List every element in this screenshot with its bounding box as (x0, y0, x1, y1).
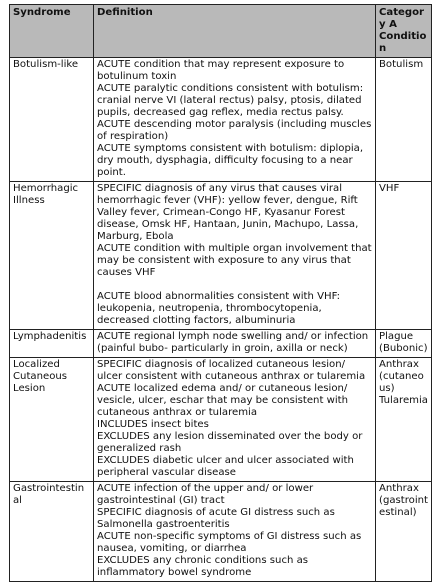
definition-line: ACUTE regional lymph node swelling and/ or infection (painful bubo- particularly in groin, axilla or neck) (97, 331, 369, 354)
syndrome-definition-table (9, 4, 432, 582)
definition-cell (94, 182, 376, 330)
condition-cell: Plague (Bubonic) (376, 330, 432, 358)
header-category-a-condition: Category A Condition (376, 5, 432, 58)
syndrome-cell: Gastrointestinal (10, 482, 94, 582)
syndrome-cell: Lymphadenitis (10, 330, 94, 358)
definition-line: ACUTE descending motor paralysis (including muscles of respiration) (97, 119, 372, 142)
definition-line: ACUTE condition with multiple organ involvement that may be consistent with exposure to any virus that causes VHF (97, 243, 372, 278)
condition-cell: Botulism (376, 58, 432, 182)
condition-cell: Anthrax (cutaneous) Tularemia (376, 358, 432, 482)
table-row (10, 58, 432, 182)
definition-cell (94, 58, 376, 182)
definition-line: SPECIFIC diagnosis of acute GI distress such as Salmonella gastroenteritis (97, 507, 335, 530)
condition-cell: Anthrax (gastrointestinal) (376, 482, 432, 582)
condition-cell: VHF (376, 182, 432, 330)
definition-line: SPECIFIC diagnosis of localized cutaneous lesion/ ulcer consistent with cutaneous anthrax or tularemia (97, 359, 366, 382)
header-definition: Definition (94, 5, 376, 58)
definition-cell (94, 330, 376, 358)
table-row (10, 182, 432, 330)
syndrome-cell: Localized Cutaneous Lesion (10, 358, 94, 482)
definition-line: INCLUDES insect bites (97, 419, 209, 430)
definition-line: ACUTE symptoms consistent with botulism: diplopia, dry mouth, dysphagia, difficulty focusing to a near point. (97, 143, 364, 178)
definition-cell (94, 482, 376, 582)
document-page (9, 4, 431, 582)
definition-line: ACUTE paralytic conditions consistent with botulism: cranial nerve VI (lateral rectus) palsy, ptosis, dilated pupils, decreased gag reflex, media rectus palsy. (97, 83, 364, 118)
table-row (10, 330, 432, 358)
table-row (10, 358, 432, 482)
definition-line: EXCLUDES any lesion disseminated over the body or generalized rash (97, 431, 363, 454)
definition-line: EXCLUDES any chronic conditions such as inflammatory bowel syndrome (97, 555, 309, 578)
syndrome-cell: Botulism-like (10, 58, 94, 182)
definition-line: ACUTE infection of the upper and/ or lower gastrointestinal (GI) tract (97, 483, 314, 506)
blank-line (97, 279, 372, 291)
definition-cell (94, 358, 376, 482)
definition-line: ACUTE condition that may represent exposure to botulinum toxin (97, 59, 345, 82)
definition-line: ACUTE non-specific symptoms of GI distress such as nausea, vomiting, or diarrhea (97, 531, 362, 554)
table-row (10, 482, 432, 582)
definition-line: ACUTE localized edema and/ or cutaneous lesion/ vesicle, ulcer, eschar that may be consistent with cutaneous anthrax or tularemia (97, 383, 349, 418)
header-syndrome: Syndrome (10, 5, 94, 58)
syndrome-cell: Hemorrhagic Illness (10, 182, 94, 330)
definition-line: SPECIFIC diagnosis of any virus that causes viral hemorrhagic fever (VHF): yellow fever, dengue, Rift Valley fever, Crimean-Congo HF, Kyasanur Forest disease, Omsk HF, Hantaan, Junin, Machupo, Lassa, Marburg, Ebola (97, 183, 359, 242)
table-header-row (10, 5, 432, 58)
definition-line: EXCLUDES diabetic ulcer and ulcer associated with peripheral vascular disease (97, 455, 354, 478)
definition-line: ACUTE blood abnormalities consistent with VHF: leukopenia, neutropenia, thrombocytopenia, decreased clotting factors, albuminuria (97, 291, 341, 326)
